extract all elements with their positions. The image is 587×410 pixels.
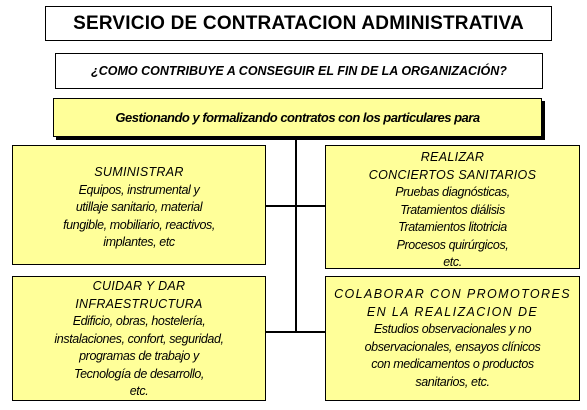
box-line: etc. <box>129 384 149 398</box>
box-line: instalaciones, confort, seguridad, <box>54 331 224 346</box>
box-line: implantes, etc <box>103 235 175 249</box>
main-purpose-box <box>53 98 542 137</box>
box-cuidar-infraestructura <box>12 276 266 401</box>
box-line: observacionales, ensayos clínicos <box>364 339 541 354</box>
box-line: Equipos, instrumental y <box>78 182 200 197</box>
box-line: Edificio, obras, hostelería, <box>72 314 206 328</box>
box-header: COLABORAR CON PROMOTORES <box>334 287 571 301</box>
box-line: con medicamentos o productos <box>371 357 534 371</box>
box-line: utillaje sanitario, material <box>75 200 203 214</box>
box-header: EN LA REALIZACION DE <box>366 304 539 319</box>
box-suministrar <box>12 145 266 265</box>
box-line: Tratamientos litotricia <box>398 220 507 234</box>
box-header: REALIZAR <box>420 150 485 164</box>
box-line: Pruebas diagnósticas, <box>395 185 510 199</box>
connector-trunk <box>295 137 297 332</box>
box-line: sanitarios, etc. <box>415 374 490 389</box>
connector-bottom-branch <box>266 331 325 333</box>
question-text: ¿COMO CONTRIBUYE A CONSEGUIR EL FIN DE LA ORGANIZACIÓN? <box>91 64 507 78</box>
box-line: etc. <box>443 255 462 269</box>
box-line: Tecnología de desarrollo, <box>74 366 204 381</box>
box-header: CONCIERTOS SANITARIOS <box>368 167 537 182</box>
connector-top-branch <box>266 205 325 207</box>
box-realizar-conciertos <box>325 145 580 269</box>
page-title <box>45 6 552 41</box>
box-line: Procesos quirúrgicos, <box>396 237 509 252</box>
box-line: Tratamientos diálisis <box>400 202 505 217</box>
box-colaborar-promotores <box>325 276 580 401</box>
main-purpose-text: Gestionando y formalizando contratos con los particulares para <box>115 110 480 125</box>
box-line: Estudios observacionales y no <box>373 322 532 336</box>
box-line: programas de trabajo y <box>79 349 199 363</box>
box-header: CUIDAR Y DAR <box>92 279 186 293</box>
box-header: SUMINISTRAR <box>94 165 184 179</box>
page-title-text: SERVICIO DE CONTRATACION ADMINISTRATIVA <box>73 12 524 34</box>
box-header: INFRAESTRUCTURA <box>75 296 203 311</box>
question-box <box>55 53 543 89</box>
box-line: fungible, mobiliario, reactivos, <box>63 217 215 232</box>
